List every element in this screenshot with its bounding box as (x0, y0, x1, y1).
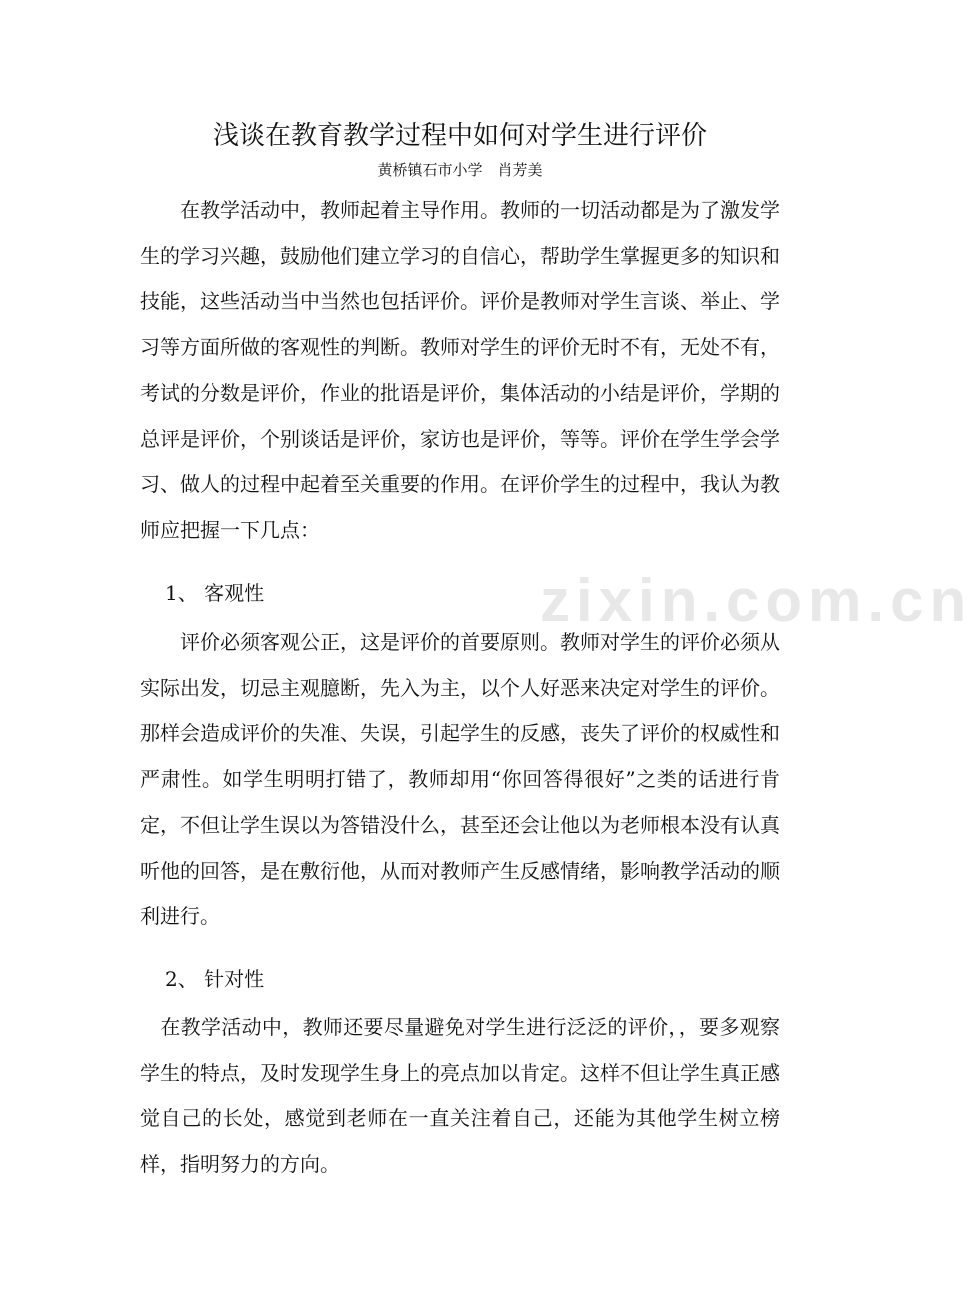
paragraph-objectivity: 评价必须客观公正，这是评价的首要原则。教师对学生的评价必须从实际出发，切忌主观臆断，先入为主，以个人好恶来决定对学生的评价。那样会造成评价的失准、失误，引起学生的反感，丧失了评价的权威性和严肃性。如学生明明打错了，教师却用“你回答得很好”之类的话进行肯定，不但让学生误以为答错没什么，甚至还会让他以为老师根本没有认真听他的回答，是在敷衍他，从而对教师产生反感情绪，影响教学活动的顺利进行。 (140, 630, 780, 929)
paragraph-specificity: 在教学活动中，教师还要尽量避免对学生进行泛泛的评价，，要多观察学生的特点，及时发现学生身上的亮点加以肯定。这样不但让学生真正感觉自己的长处，感觉到老师在一直关注着自己，还能为其他学生树立榜样，指明努力的方向。 (140, 1015, 780, 1177)
section-heading-objectivity: 1、 客观性 (165, 581, 265, 605)
document-byline: 黄桥镇石市小学 肖芳美 (377, 161, 543, 179)
section-heading-specificity: 2、 针对性 (165, 967, 265, 991)
document-title: 浅谈在教育教学过程中如何对学生进行评价 (212, 121, 707, 151)
watermark: zixin.com.cn (540, 567, 972, 634)
paragraph-intro: 在教学活动中，教师起着主导作用。教师的一切活动都是为了激发学生的学习兴趣，鼓励他们建立学习的自信心，帮助学生掌握更多的知识和技能，这些活动当中当然也包括评价。评价是教师对学生言谈、举止、学习等方面所做的客观性的判断。教师对学生的评价无时不有，无处不有，考试的分数是评价，作业的批语是评价，集体活动的小结是评价，学期的总评是评价，个别谈话是评价，家访也是评价，等等。评价在学生学会学习、做人的过程中起着至关重要的作用。在评价学生的过程中，我认为教师应把握一下几点： (140, 198, 780, 542)
